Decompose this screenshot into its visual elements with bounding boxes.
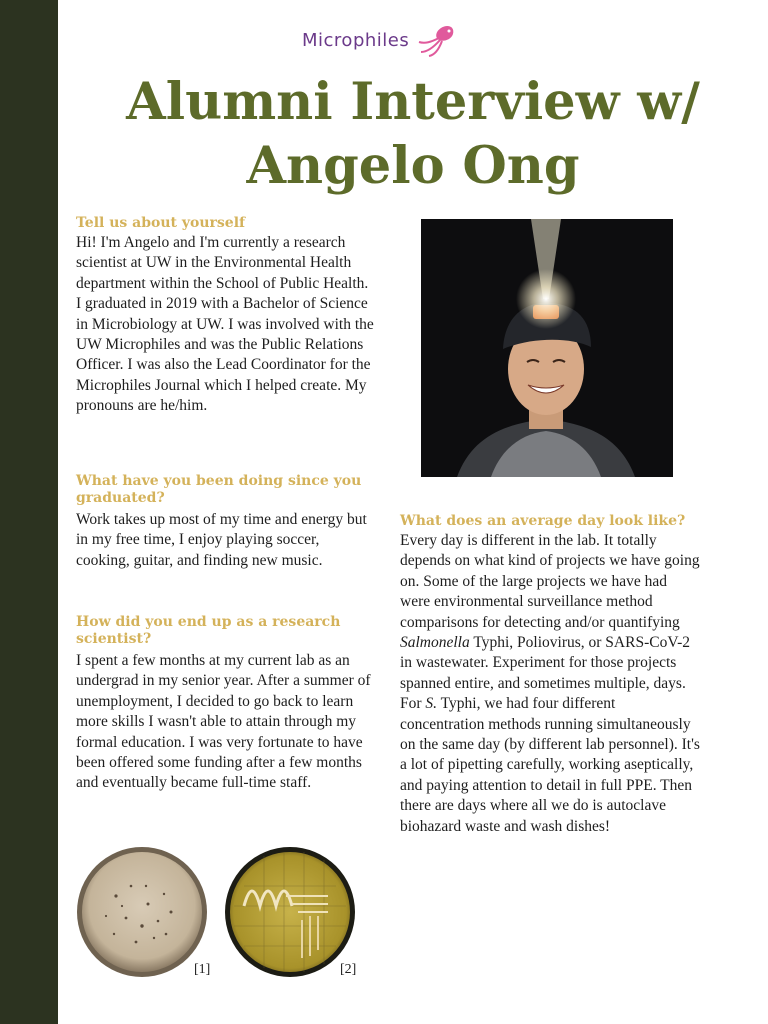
petri-dish-photo-1 [76, 846, 211, 978]
body-average-day-part2: Typhi, Poliovirus, or SARS-CoV-2 in wastewater. Experiment for those projects spanned entire, and sometimes multiple, days. For [400, 634, 691, 713]
brand-logo [302, 22, 459, 58]
title-line-1: Alumni Interview w/ [126, 72, 700, 132]
body-about: Hi! I'm Angelo and I'm currently a research scientist at UW in the Environmental Health department within the School of Public Health. I graduated in 2019 with a Bachelor of Science in Microbiology at UW. I was involved with the UW Microphiles and was the Public Relations Officer. I was also the Lead Coordinator for the Microphiles Journal which I helped create. My pronouns are he/him. [76, 234, 374, 415]
body-research: I spent a few months at my current lab as an undergrad in my senior year. After a summer of unemployment, I decided to go back to learn more skills I wasn't able to attain through my formal education. I was very fortunate to have been offered some funding after a few months and eventually became full-time staff. [76, 652, 371, 792]
heading-research: How did you end up as a research scientist? [76, 614, 341, 647]
left-sidebar-strip [0, 0, 58, 1024]
heading-about: Tell us about yourself [76, 215, 246, 231]
microbe-icon [413, 22, 459, 58]
image-reference-2: [2] [340, 962, 357, 977]
body-average-day-part1: Every day is different in the lab. It totally depends on what kind of projects we have going on. Some of the large projects we have had were environmental surveillance method comparisons for detecting and/or quantifying [400, 532, 700, 631]
page-title [58, 70, 768, 198]
portrait-photo [421, 219, 673, 477]
body-since: Work takes up most of my time and energy but in my free time, I enjoy playing soccer, cooking, guitar, and finding new music. [76, 511, 367, 569]
body-average-day-italic1: Salmonella [400, 634, 470, 652]
brand-name: Microphiles [302, 29, 410, 51]
image-reference-1: [1] [194, 962, 211, 977]
body-average-day [400, 531, 700, 837]
body-average-day-italic2: S. [425, 695, 438, 713]
heading-since: What have you been doing since you graduated? [76, 473, 362, 506]
title-line-2: Angelo Ong [246, 136, 580, 196]
heading-average-day: What does an average day look like? [400, 513, 686, 529]
petri-dish-photo-2 [224, 846, 356, 978]
body-average-day-part3: Typhi, we had four different concentration methods running simultaneously on the same day (by different lab personnel). It's a lot of pipetting carefully, working aseptically, and paying attention to detail in full PPE. Then there are days where all we do is autoclave biohazard waste and wash dishes! [400, 695, 700, 835]
